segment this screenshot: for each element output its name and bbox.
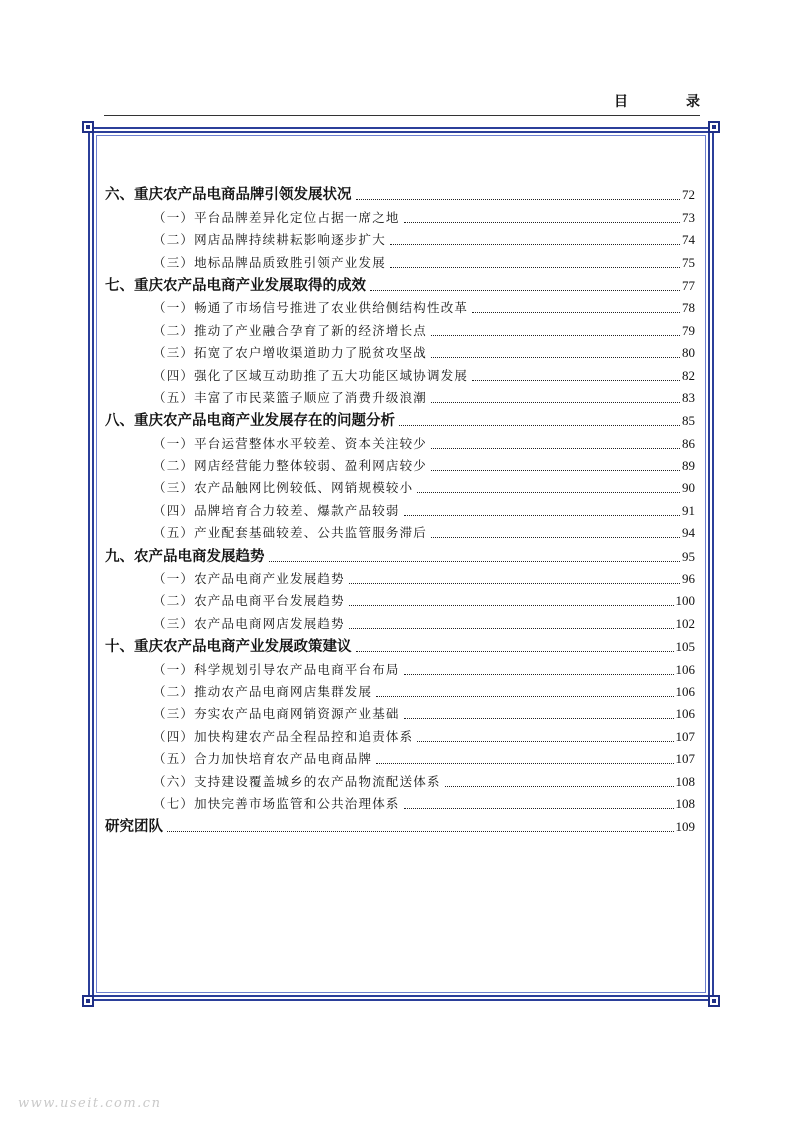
toc-section-entry[interactable] xyxy=(105,271,695,294)
toc-page-number: 102 xyxy=(675,615,695,631)
toc-subsection-entry[interactable] xyxy=(105,339,695,361)
toc-entry-title: 六、重庆农产品电商品牌引领发展状况 xyxy=(105,187,352,204)
header-rule xyxy=(104,115,700,116)
toc-subsection-entry[interactable] xyxy=(105,429,695,451)
toc-entry-title: （三）地标品牌品质致胜引领产业发展 xyxy=(153,254,386,270)
toc-page-number: 106 xyxy=(675,661,695,677)
toc-section-entry[interactable] xyxy=(105,632,695,655)
toc-section-entry[interactable] xyxy=(105,812,695,835)
toc-entry-title: （三）农产品触网比例较低、网销规模较小 xyxy=(153,480,414,496)
toc-entry-title: （二）网店经营能力整体较弱、盈利网店较少 xyxy=(153,458,428,474)
toc-entry-title: （一）科学规划引导农产品电商平台布局 xyxy=(153,661,400,677)
toc-subsection-entry[interactable] xyxy=(105,203,695,225)
toc-section-entry[interactable] xyxy=(105,180,695,203)
toc-page-number: 85 xyxy=(682,413,695,429)
toc-dot-leader xyxy=(431,335,680,336)
toc-section-entry[interactable] xyxy=(105,406,695,429)
toc-dot-leader xyxy=(349,605,674,606)
toc-entry-title: 十、重庆农产品电商产业发展政策建议 xyxy=(105,639,352,656)
toc-dot-leader xyxy=(404,674,674,675)
toc-page-number: 107 xyxy=(675,751,695,767)
toc-entry-title: 七、重庆农产品电商产业发展取得的成效 xyxy=(105,277,366,294)
toc-page-number: 107 xyxy=(675,728,695,744)
toc-entry-title: （二）推动农产品电商网店集群发展 xyxy=(153,683,373,699)
toc-page-number: 109 xyxy=(675,819,695,835)
toc-page-number: 96 xyxy=(682,571,695,587)
toc-subsection-entry[interactable] xyxy=(105,496,695,518)
toc-page-number: 105 xyxy=(675,639,695,655)
toc-dot-leader xyxy=(431,448,680,449)
toc-subsection-entry[interactable] xyxy=(105,722,695,744)
toc-subsection-entry[interactable] xyxy=(105,361,695,383)
toc-entry-title: （一）畅通了市场信号推进了农业供给侧结构性改革 xyxy=(153,300,469,316)
toc-subsection-entry[interactable] xyxy=(105,565,695,587)
toc-dot-leader xyxy=(472,380,680,381)
toc-page-number: 108 xyxy=(675,795,695,811)
toc-entry-title: （一）平台品牌差异化定位占据一席之地 xyxy=(153,209,400,225)
toc-page-number: 91 xyxy=(682,502,695,518)
toc-page-number: 95 xyxy=(682,548,695,564)
toc-dot-leader xyxy=(376,763,673,764)
toc-dot-leader xyxy=(417,492,680,493)
toc-dot-leader xyxy=(404,718,674,719)
toc-subsection-entry[interactable] xyxy=(105,316,695,338)
toc-entry-title: （一）农产品电商产业发展趋势 xyxy=(153,571,345,587)
toc-page-number: 86 xyxy=(682,435,695,451)
toc-page-number: 106 xyxy=(675,683,695,699)
toc-entry-title: 九、农产品电商发展趋势 xyxy=(105,548,265,565)
toc-subsection-entry[interactable] xyxy=(105,609,695,631)
toc-subsection-entry[interactable] xyxy=(105,587,695,609)
toc-page-number: 100 xyxy=(675,593,695,609)
toc-dot-leader xyxy=(376,696,673,697)
toc-entry-title: （三）拓宽了农户增收渠道助力了脱贫攻坚战 xyxy=(153,345,428,361)
toc-page-number: 77 xyxy=(682,277,695,293)
toc-dot-leader xyxy=(404,515,680,516)
toc-entry-title: （七）加快完善市场监管和公共治理体系 xyxy=(153,795,400,811)
toc-subsection-entry[interactable] xyxy=(105,678,695,700)
toc-dot-leader xyxy=(390,267,680,268)
toc-page-number: 73 xyxy=(682,209,695,225)
toc-entry-title: （三）夯实农产品电商网销资源产业基础 xyxy=(153,706,400,722)
toc-entry-title: （五）产业配套基础较差、公共监管服务滞后 xyxy=(153,525,428,541)
toc-entry-title: （二）网店品牌持续耕耘影响逐步扩大 xyxy=(153,232,386,248)
toc-entry-title: 研究团队 xyxy=(105,819,163,836)
corner-ornament-icon xyxy=(82,995,94,1007)
toc-dot-leader xyxy=(472,312,680,313)
toc-entry-title: （六）支持建设覆盖城乡的农产品物流配送体系 xyxy=(153,773,441,789)
toc-dot-leader xyxy=(431,470,680,471)
page-title-char-1: 目 xyxy=(614,94,628,110)
toc-entry-title: （五）丰富了市民菜篮子顺应了消费升级浪潮 xyxy=(153,389,428,405)
toc-subsection-entry[interactable] xyxy=(105,745,695,767)
toc-page-number: 79 xyxy=(682,322,695,338)
toc-entry-title: （四）品牌培育合力较差、爆款产品较弱 xyxy=(153,502,400,518)
toc-entry-title: （三）农产品电商网店发展趋势 xyxy=(153,615,345,631)
toc-subsection-entry[interactable] xyxy=(105,452,695,474)
toc-entry-title: （四）加快构建农产品全程品控和追责体系 xyxy=(153,728,414,744)
toc-page-number: 90 xyxy=(682,480,695,496)
corner-ornament-icon xyxy=(708,121,720,133)
toc-subsection-entry[interactable] xyxy=(105,519,695,541)
toc-page-number: 78 xyxy=(682,300,695,316)
toc-subsection-entry[interactable] xyxy=(105,767,695,789)
toc-subsection-entry[interactable] xyxy=(105,226,695,248)
toc-dot-leader xyxy=(445,786,674,787)
toc-page-number: 72 xyxy=(682,187,695,203)
toc-dot-leader xyxy=(417,741,673,742)
toc-entry-title: （二）农产品电商平台发展趋势 xyxy=(153,593,345,609)
toc-dot-leader xyxy=(431,357,680,358)
toc-page-number: 94 xyxy=(682,525,695,541)
toc-subsection-entry[interactable] xyxy=(105,700,695,722)
table-of-contents xyxy=(105,180,695,835)
toc-page-number: 106 xyxy=(675,706,695,722)
toc-dot-leader xyxy=(269,561,681,562)
page-title xyxy=(614,91,700,111)
toc-entry-title: （一）平台运营整体水平较差、资本关注较少 xyxy=(153,435,428,451)
toc-entry-title: 八、重庆农产品电商产业发展存在的问题分析 xyxy=(105,413,395,430)
toc-dot-leader xyxy=(370,290,680,291)
toc-page-number: 82 xyxy=(682,367,695,383)
toc-dot-leader xyxy=(431,537,680,538)
toc-dot-leader xyxy=(431,402,680,403)
toc-dot-leader xyxy=(404,808,674,809)
toc-dot-leader xyxy=(356,651,674,652)
toc-page-number: 89 xyxy=(682,458,695,474)
toc-subsection-entry[interactable] xyxy=(105,294,695,316)
toc-subsection-entry[interactable] xyxy=(105,655,695,677)
toc-page-number: 108 xyxy=(675,773,695,789)
toc-page-number: 74 xyxy=(682,232,695,248)
toc-dot-leader xyxy=(356,199,681,200)
toc-subsection-entry[interactable] xyxy=(105,248,695,270)
toc-dot-leader xyxy=(349,628,674,629)
corner-ornament-icon xyxy=(708,995,720,1007)
toc-subsection-entry[interactable] xyxy=(105,384,695,406)
toc-dot-leader xyxy=(390,244,680,245)
toc-subsection-entry[interactable] xyxy=(105,474,695,496)
toc-entry-title: （五）合力加快培育农产品电商品牌 xyxy=(153,751,373,767)
toc-dot-leader xyxy=(167,831,674,832)
page-title-char-2: 录 xyxy=(686,94,700,110)
toc-subsection-entry[interactable] xyxy=(105,790,695,812)
toc-page-number: 75 xyxy=(682,254,695,270)
toc-page-number: 83 xyxy=(682,389,695,405)
toc-entry-title: （四）强化了区域互动助推了五大功能区域协调发展 xyxy=(153,367,469,383)
corner-ornament-icon xyxy=(82,121,94,133)
toc-section-entry[interactable] xyxy=(105,541,695,564)
toc-page-number: 80 xyxy=(682,345,695,361)
toc-dot-leader xyxy=(349,583,680,584)
watermark: www.useit.com.cn xyxy=(18,1096,162,1111)
toc-dot-leader xyxy=(399,425,680,426)
toc-entry-title: （二）推动了产业融合孕育了新的经济增长点 xyxy=(153,322,428,338)
toc-dot-leader xyxy=(404,222,680,223)
